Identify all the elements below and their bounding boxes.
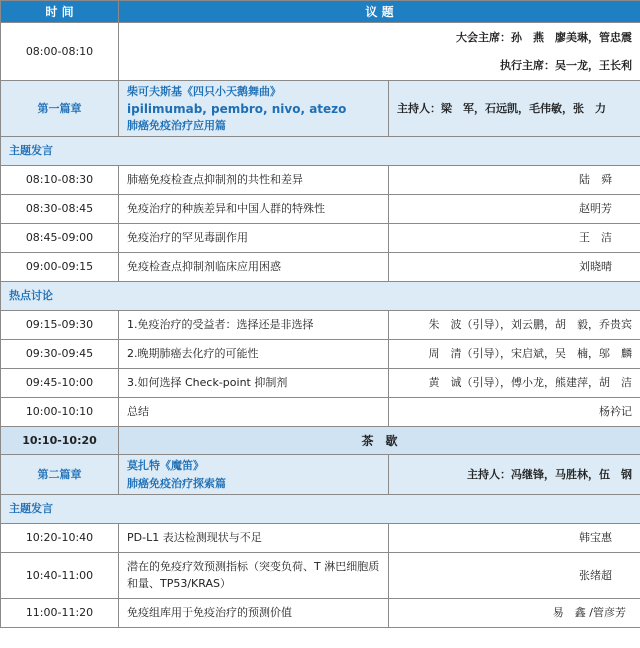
chapter1-hosts: 主持人：梁 军，石远凯，毛伟敏，张 力	[389, 81, 640, 137]
session-speaker: 王 洁	[389, 224, 640, 253]
table-header	[1, 1, 640, 23]
session-topic	[119, 553, 389, 599]
session-speaker: 周 清（引导），宋启斌，吴 楠，邬 麟	[389, 340, 640, 369]
session-time: 09:30-09:45	[1, 340, 119, 369]
session-topic-line: 和量、TP53/KRAS）	[127, 577, 231, 590]
chapter1-title-line: ipilimumab, pembro, nivo, atezo	[127, 101, 347, 116]
tea-break-label: 茶 歇	[119, 427, 640, 455]
session-time: 08:30-08:45	[1, 195, 119, 224]
session-speaker: 张绪超	[389, 553, 640, 599]
session-speaker: 易 鑫 /管彦芳	[389, 599, 640, 628]
session-topic: 免疫治疗的罕见毒副作用	[119, 224, 389, 253]
session-time: 10:40-11:00	[1, 553, 119, 599]
agenda-column-header: 议 题	[119, 1, 640, 23]
table-row	[1, 398, 640, 427]
session-topic	[119, 524, 389, 553]
chapter2-label: 第二篇章	[1, 455, 119, 495]
session-time: 10:00-10:10	[1, 398, 119, 427]
session-topic: 总结	[119, 398, 389, 427]
session-speaker: 朱 波（引导），刘云鹏，胡 毅，乔贵宾	[389, 311, 640, 340]
table-row	[1, 195, 640, 224]
session-topic-line: PD-L1 表达检测现状与不足	[127, 531, 262, 544]
tea-break-time: 10:10-10:20	[1, 427, 119, 455]
session-topic: 肺癌免疫检查点抑制剂的共性和差异	[119, 166, 389, 195]
session-time: 09:45-10:00	[1, 369, 119, 398]
session-topic: 免疫治疗的种族差异和中国人群的特殊性	[119, 195, 389, 224]
table-row	[1, 553, 640, 599]
opening-time: 08:00-08:10	[1, 23, 119, 81]
table-row	[1, 224, 640, 253]
table-row	[1, 599, 640, 628]
time-column-header: 时 间	[1, 1, 119, 23]
session-time: 08:45-09:00	[1, 224, 119, 253]
chapter1-title-line: 肺癌免疫治疗应用篇	[127, 118, 226, 132]
session-speaker: 赵明芳	[389, 195, 640, 224]
keynote1-label: 主题发言	[1, 137, 640, 166]
table-row	[1, 369, 640, 398]
section-row	[1, 137, 640, 166]
chapter2-title-line: 肺癌免疫治疗探索篇	[127, 476, 226, 490]
session-speaker: 黄 诚（引导），傅小龙，熊建萍，胡 洁	[389, 369, 640, 398]
section-row	[1, 495, 640, 524]
chapter2-title-line: 莫扎特《魔笛》	[127, 458, 204, 472]
opening-row	[1, 23, 640, 81]
chapter1-title-line: 柴可夫斯基《四只小天鹅舞曲》	[127, 84, 281, 98]
session-topic	[119, 599, 389, 628]
session-speaker: 韩宝惠	[389, 524, 640, 553]
table-row	[1, 340, 640, 369]
session-time: 11:00-11:20	[1, 599, 119, 628]
conference-chair: 大会主席：孙 燕 廖美琳，管忠震	[456, 30, 632, 44]
hot-discussion-label: 热点讨论	[1, 282, 640, 311]
chapter2-hosts: 主持人：冯继锋，马胜林，伍 钢	[389, 455, 640, 495]
section-row	[1, 282, 640, 311]
table-row	[1, 253, 640, 282]
chapter2-title	[119, 455, 389, 495]
session-speaker: 刘晓晴	[389, 253, 640, 282]
executive-chair: 执行主席：吴一龙，王长利	[500, 58, 632, 72]
session-time: 08:10-08:30	[1, 166, 119, 195]
chapter1-title	[119, 81, 389, 137]
table-row	[1, 166, 640, 195]
session-time: 09:15-09:30	[1, 311, 119, 340]
keynote2-label: 主题发言	[1, 495, 640, 524]
opening-chairs	[119, 23, 640, 81]
table-row	[1, 524, 640, 553]
session-topic: 1.免疫治疗的受益者：选择还是非选择	[119, 311, 389, 340]
chapter2-row	[1, 455, 640, 495]
session-topic: 免疫检查点抑制剂临床应用困惑	[119, 253, 389, 282]
session-time: 10:20-10:40	[1, 524, 119, 553]
tea-break-row	[1, 427, 640, 455]
chapter1-row	[1, 81, 640, 137]
session-time: 09:00-09:15	[1, 253, 119, 282]
session-topic: 2.晚期肺癌去化疗的可能性	[119, 340, 389, 369]
session-topic-line: 免疫组库用于免疫治疗的预测价值	[127, 606, 292, 619]
table-row	[1, 311, 640, 340]
session-speaker: 杨衿记	[389, 398, 640, 427]
chapter1-label: 第一篇章	[1, 81, 119, 137]
session-speaker: 陆 舜	[389, 166, 640, 195]
session-topic-line: 潜在的免疫疗效预测指标（突变负荷、T 淋巴细胞质	[127, 560, 380, 573]
session-topic: 3.如何选择 Check-point 抑制剂	[119, 369, 389, 398]
